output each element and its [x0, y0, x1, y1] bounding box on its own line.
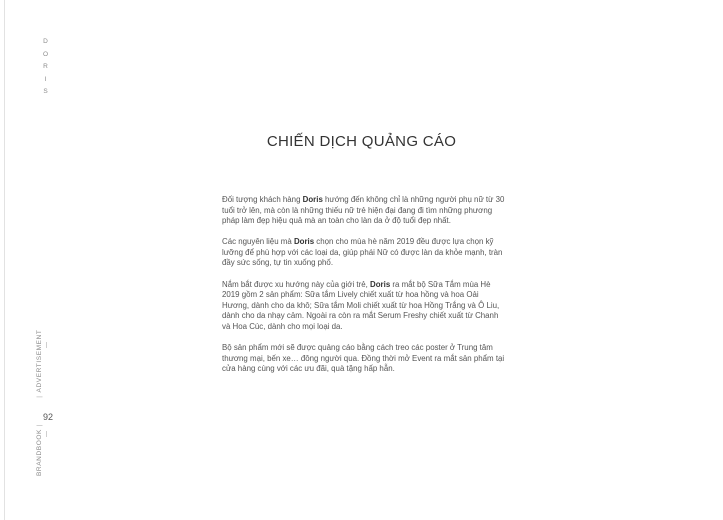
brand-letter: R: [43, 63, 49, 70]
paragraph-text: chọn cho mùa hè năm 2019 đều được lựa chọn kỹ lưỡng để phù hợp với các loại da, giúp phái Nữ có được làn da khỏe mạnh, tràn đầy sức sống, tự tin xuống phố.: [222, 237, 503, 268]
brand-name: Doris: [293, 237, 315, 247]
paragraph-text: Các nguyên liệu mà: [222, 237, 294, 247]
paragraph-text: Đối tượng khách hàng: [222, 195, 303, 204]
paragraph: Bộ sản phẩm mới sẽ được quảng cáo bằng cách treo các poster ở Trung tâm thương mại, bến xe… đông người qua. Đồng thời mở Event ra mắt sản phẩm tại cửa hàng cùng với các ưu đãi, quà tặng hấp hẫn.: [222, 343, 505, 374]
divider-line: [46, 431, 47, 437]
paragraph: [222, 280, 507, 333]
label-separator: |: [36, 395, 43, 398]
brand-vertical-logo: [43, 36, 49, 99]
paragraph: [222, 237, 507, 269]
paragraph-text: hướng đến không chỉ là những người phụ nữ từ 30 tuổi trở lên, mà còn là những thiếu nữ trẻ hiện đại đang đi tìm những phương pháp làm đẹp hiệu quả mà an toàn cho làn da ở độ tuổi đẹp nhất.: [222, 195, 505, 226]
page-edge-line: [4, 0, 5, 520]
section-label-brandbook: BRANDBOOK: [36, 429, 43, 476]
brand-name: Doris: [370, 279, 391, 289]
paragraph-text: Nắm bắt được xu hướng này của giới trẻ,: [222, 279, 371, 289]
paragraph: [222, 195, 507, 227]
brand-letter: S: [43, 88, 49, 95]
brand-letter: O: [43, 50, 49, 58]
page-title: CHIẾN DỊCH QUẢNG CÁO: [266, 133, 457, 150]
brand-letter: I: [44, 75, 47, 83]
section-label-advertisement: ADVERTISEMENT: [36, 329, 43, 393]
brand-letter: D: [43, 38, 49, 45]
paragraph-text: ra mắt bộ Sữa Tắm mùa Hè 2019 gồm 2 sản phẩm: Sữa tắm Lively chiết xuất từ hoa hồng và hoa Oải Hương, dành cho da khô; Sữa tắm Moli chiết xuất từ hoa Hồng Trắng và Ô Liu, dành cho da nhạy cảm. Ngoài ra còn ra mắt Serum Freshy chiết xuất từ Chanh và Hoa Cúc, dành cho mọi loại da.: [222, 279, 500, 331]
label-separator: |: [36, 423, 43, 427]
body-text: [222, 195, 507, 385]
divider-line: [46, 342, 47, 348]
page-number: 92: [42, 412, 53, 422]
section-label: [36, 330, 43, 476]
brand-name: Doris: [302, 195, 323, 204]
